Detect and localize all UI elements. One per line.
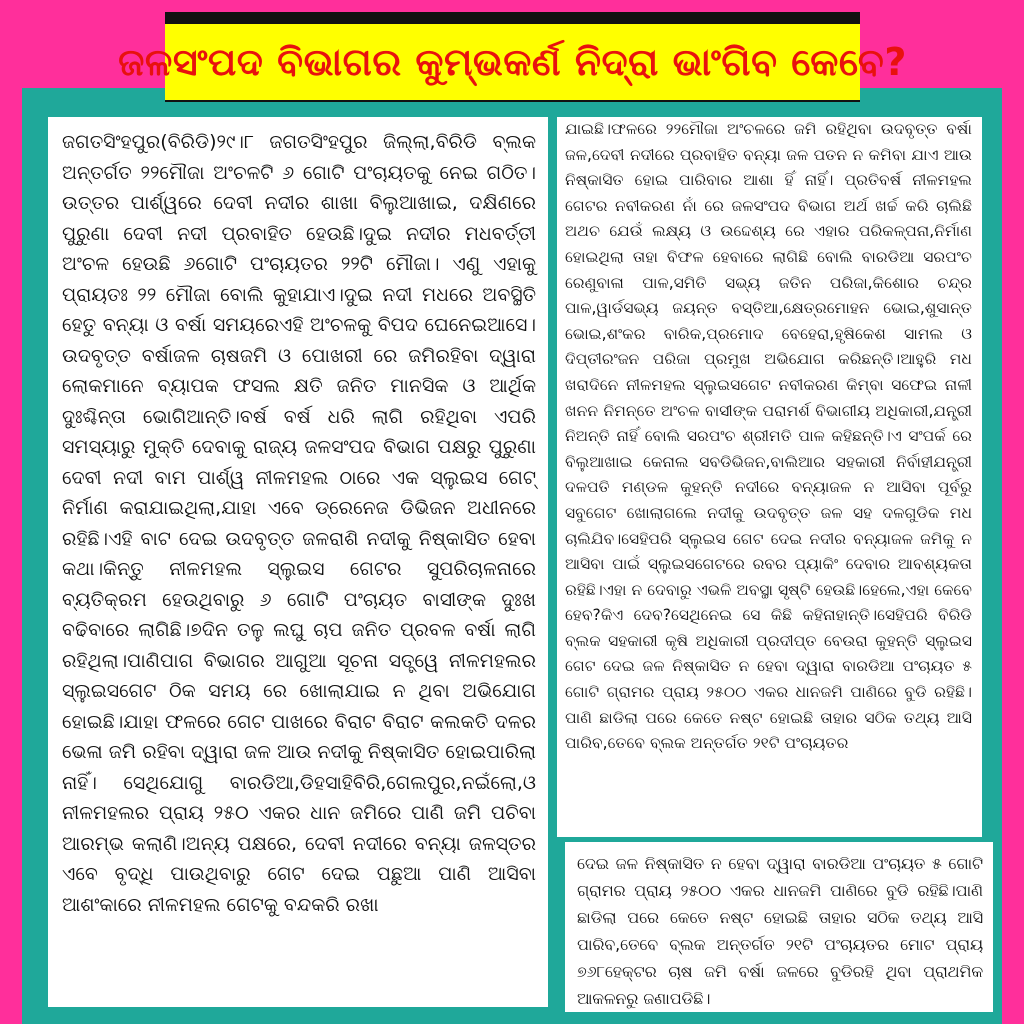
article-continuation-box: [565, 842, 993, 1012]
article-column-right: [557, 117, 982, 837]
article-text-left: ଜଗତସିଂହପୁର(ବିରିଡି)୨୯।୮ ଜଗତସିଂହପୁର ଜିଲ୍ଲା,ବିରିଡି ବ୍ଲକ ଅନ୍ତର୍ଗତ ୨୨ମୌଜା ଅଂଚଳଟି ୬ ଗୋଟି ପଂଚାୟତକୁ ନେଇ ଗଠିତ।ଉତ୍ତର ପାର୍ଶ୍ୱରେ ଦେବୀ ନଦୀର ଶାଖା ବିଲୁଆଖାଇ, ଦକ୍ଷିଣରେ ପୁରୁଣା ଦେବୀ ନଦୀ ପ୍ରବାହିତ ହେଉଛି।ଦୁଇ ନଦୀର ମଧବର୍ତ୍ତୀ ଅଂଚଳ ହେଉଛି ୬ଗୋଟି ପଂଚାୟତର ୨୨ଟି ମୌଜା। ଏଣୁ ଏହାକୁ ପ୍ରାୟତଃ ୨୨ ମୌଜା ବୋଲି କୁହାଯାଏ।ଦୁଇ ନଦୀ ମଧରେ ଅବସ୍ଥିତି ହେତୁ ବନ୍ୟା ଓ ବର୍ଷା ସମୟରେଏହି ଅଂଚଳକୁ ବିପଦ ଘେନେଇଆସେ।ଉଦବୃତ୍ତ ବର୍ଷାଜଳ ଚାଷଜମି ଓ ପୋଖରୀ ରେ ଜମିରହିବା ଦ୍ୱାରା ଲୋକମାନେ ବ୍ୟାପକ ଫସଲ କ୍ଷତି ଜନିତ ମାନସିକ ଓ ଆର୍ଥିକ ଦୁଃଶ୍ଚିନ୍ତା ଭୋଗିଆନ୍ତି।ବର୍ଷ ବର୍ଷ ଧରି ଲାଗି ରହିଥିବା ଏପରି ସମସ୍ୟାରୁ ମୁକ୍ତି ଦେବାକୁ ରାଜ୍ୟ ଜଳସଂପଦ ବିଭାଗ ପକ୍ଷରୁ ପୁରୁଣା ଦେବୀ ନଦୀ ବାମ ପାର୍ଶ୍ୱ ନୀଳମହଲ ଠାରେ ଏକ ସ୍ଲୁଇସ ଗେଟ୍ ନିର୍ମାଣ କରାଯାଇଥିଲା,ଯାହା ଏବେ ଡ୍ରେନେଜ ଡିଭିଜନ ଅଧୀନରେ ରହିଛି।ଏହି ବାଟ ଦେଇ ଉଦବୃତ୍ତ ଜଳରାଶି ନଦୀକୁ ନିଷ୍କାସିତ ହେବା କଥା।କିନ୍ତୁ ନୀଳମହଲ ସ୍ଲୁଇସ ଗେଟର ସୁପରିଚାଳନାରେ ବ୍ୟତିକ୍ରମ ହେଉଥିବାରୁ ୬ ଗୋଟି ପଂଚାୟତ ବାସୀଙ୍କ ଦୁଃଖ ବଢିବାରେ ଲାଗିଛି।୭ଦିନ ତଳୁ ଲଘୁ ଚାପ ଜନିତ ପ୍ରବଳ ବର୍ଷା ଲାଗି ରହିଥିଲା।ପାଣିପାଗ ବିଭାଗର ଆଗୁଆ ସୂଚନା ସତ୍ତ୍ୱେ ନୀଳମହଲର ସ୍ଲୁଇସଗେଟ ଠିକ ସମୟ ରେ ଖୋଲାଯାଇ ନ ଥିବା ଅଭିଯୋଗ ହୋଇଛି।ଯାହା ଫଳରେ ଗେଟ ପାଖରେ ବିରାଟ ବିରାଟ କଲକତି ଦଳର ଭେଳା ଜମି ରହିବା ଦ୍ୱାରା ଜଳ ଆଉ ନଦୀକୁ ନିଷ୍କାସିତ ହୋଇପାରିଲା ନାହିଁ। ସେଥିଯୋଗୁ ବାରଡିଆ,ଡିହସାହିବିରି,ଗେଲପୁର,ନଇଁଲୋ,ଓ ନୀଳମହଲର ପ୍ରାୟ ୨୫୦ ଏକର ଧାନ ଜମିରେ ପାଣି ଜମି ପଚିବା ଆରମ୍ଭ କଲାଣି।ଅନ୍ୟ ପକ୍ଷରେ, ଦେବୀ ନଦୀରେ ବନ୍ୟା ଜଳସ୍ତର ଏବେ ବୃଦ୍ଧି ପାଉଥିବାରୁ ଗେଟ ଦେଇ ପଛୁଆ ପାଣି ଆସିବା ଆଶଂକାରେ ନୀଳମହଲ ଗେଟକୁ ବନ୍ଦକରି ରଖା: [62, 131, 536, 916]
article-text-right: ଯାଇଛି।ଫଳରେ ୨୨ମୌଜା ଅଂଚଳରେ ଜମି ରହିଥିବା ଉଦବୃତ୍ତ ବର୍ଷା ଜଳ,ଦେବୀ ନଦୀରେ ପ୍ରବାହିତ ବନ୍ୟା ଜଳ ପତନ ନ କମିବା ଯାଏ ଆଉ ନିଷ୍କାସିତ ହୋଇ ପାରିବାର ଆଶା ହିଁ ନାହିଁ। ପ୍ରତିବର୍ଷ ନୀଳମହଲ ଗେଟର ନବୀକରଣ ନାଁ ରେ ଜଳସଂପଦ ବିଭାଗ ଅର୍ଥ ଖର୍ଚ୍ଚ କରି ଚାଲିଛି ଅଥଚ ଯେଉଁ ଲକ୍ଷ୍ୟ ଓ ଉଦ୍ଦେଶ୍ୟ ରେ ଏହାର ପରିକଳ୍ପନା,ନିର୍ମାଣ ହୋଇଥିଲା ତାହା ବିଫଳ ହେବାରେ ଲାଗିଛି ବୋଲି ବାରଡିଆ ସରପଂଚ ରେଣୁବାଳା ପାଳ,ସମିତି ସଭ୍ୟ ଜତିନ ପରିଜା,କିଶୋର ଚନ୍ଦ୍ର ପାଳ,ୱାର୍ଡସଭ୍ୟ ଜୟନ୍ତ ବସ୍ତିଆ,କ୍ଷେତ୍ରମୋହନ ଭୋଇ,ଶୁସାନ୍ତ ଭୋଇ,ଶଂକର ବାରିକ,ପ୍ରମୋଦ ବେହେରା,ହୃଷିକେଶ ସାମଲ ଓ ଦିପ୍ତୀରଂଜନ ପରିଜା ପ୍ରମୁଖ ଅଭିଯୋଗ କରିଛନ୍ତି।ଆହୁରି ମଧ ଖରାଦିନେ ନୀଳମହଲ ସ୍ଲୁଇସଗେଟ ନବୀକରଣ କିମ୍ବା ସଫେଇ ନାଳୀ ଖନନ ନିମନ୍ତେ ଅଂଚଳ ବାସୀଙ୍କ ପରାମର୍ଶ ବିଭାଗୀୟ ଅଧିକାରୀ,ଯନ୍ତ୍ରୀ ନିଅନ୍ତି ନାହିଁ ବୋଲି ସରପଂଚ ଶ୍ରୀମତି ପାଳ କହିଛନ୍ତି।ଏ ସଂପର୍କ ରେ ବିଲୁଆଖାଇ କେନାଲ ସବଡିଭିଜନ,ବାଲିଆର ସହକାରୀ ନିର୍ବାହୀଯନ୍ତ୍ରୀ ଦଳପତି ମଣ୍ଡଳ କୁହନ୍ତି ନଦୀରେ ବନ୍ୟାଜଳ ନ ଆସିବା ପୂର୍ବରୁ ସବୁଗେଟ ଖୋଲାଗଲେ ନଦୀକୁ ଉଦବୃତ୍ତ ଜଳ ସହ ଦଳଗୁଡିକ ମଧ ଚାଲିଯିବ।ସେହିପରି ସ୍ଲୁଇସ ଗେଟ ଦେଇ ନଦୀର ବନ୍ୟାଜଳ ଜମିକୁ ନ ଆସିବା ପାଇଁ ସ୍ଲୁଇସଗେଟରେ ରବର ପ୍ୟାକିଂ ଦେବାର ଆବଶ୍ୟକତା ରହିଛି।ଏହା ନ ଦେବାରୁ ଏଭଳି ଅବସ୍ଥା ସୃଷ୍ଟି ହେଉଛି।ହେଲେ,ଏହା କେବେ ହେବ?କିଏ ଦେବ?ସେଥିନେଇ ସେ କିଛି କହିନାହାନ୍ତି।ସେହିପରି ବିରିଡି ବ୍ଲକ ସହକାରୀ କୃଷି ଅଧିକାରୀ ପ୍ରଦୀପ୍ତ ବେଉରା କୁହନ୍ତି ସ୍ଲୁଇସ ଗେଟ ଦେଇ ଜଳ ନିଷ୍କାସିତ ନ ହେବା ଦ୍ୱାରା ବାରଡିଆ ପଂଚାୟତ ୫ ଗୋଟି ଗ୍ରାମର ପ୍ରାୟ ୨୫୦୦ ଏକର ଧାନଜମି ପାଣିରେ ବୁଡି ରହିଛି।ପାଣି ଛାଡିଲା ପରେ କେତେ ନଷ୍ଟ ହୋଇଛି ତାହାର ସଠିକ ତଥ୍ୟ ଆସି ପାରିବ,ତେବେ ବ୍ଲକ ଅନ୍ତର୍ଗତ ୨୧ଟି ପଂଚାୟତର: [565, 120, 972, 753]
headline: ଜଳସଂପଦ ବିଭାଗର କୁମ୍ଭକର୍ଣ ନିଦ୍ରା ଭାଂଗିବ କେବେ?: [118, 40, 907, 84]
headline-banner: [118, 12, 907, 102]
article-column-left: [48, 117, 548, 1007]
article-text-continuation: ଦେଇ ଜଳ ନିଷ୍କାସିତ ନ ହେବା ଦ୍ୱାରା ବାରଡିଆ ପଂଚାୟତ ୫ ଗୋଟି ଗ୍ରାମର ପ୍ରାୟ ୨୫୦୦ ଏକର ଧାନଜମି ପାଣିରେ ବୁଡି ରହିଛି।ପାଣି ଛାଡିଲା ପରେ କେତେ ନଷ୍ଟ ହୋଇଛି ତାହାର ସଠିକ ତଥ୍ୟ ଆସି ପାରିବ,ତେବେ ବ୍ଲକ ଅନ୍ତର୍ଗତ ୨୧ଟି ପଂଚାୟତର ମୋଟ ପ୍ରାୟ ୭୬୮ହେକ୍ଟର ଚାଷ ଜମି ବର୍ଷା ଜଳରେ ବୁଡିରହି ଥିବା ପ୍ରାଥମିକ ଆକଳନରୁ ଜଣାପଡିଛି।: [577, 854, 983, 1008]
